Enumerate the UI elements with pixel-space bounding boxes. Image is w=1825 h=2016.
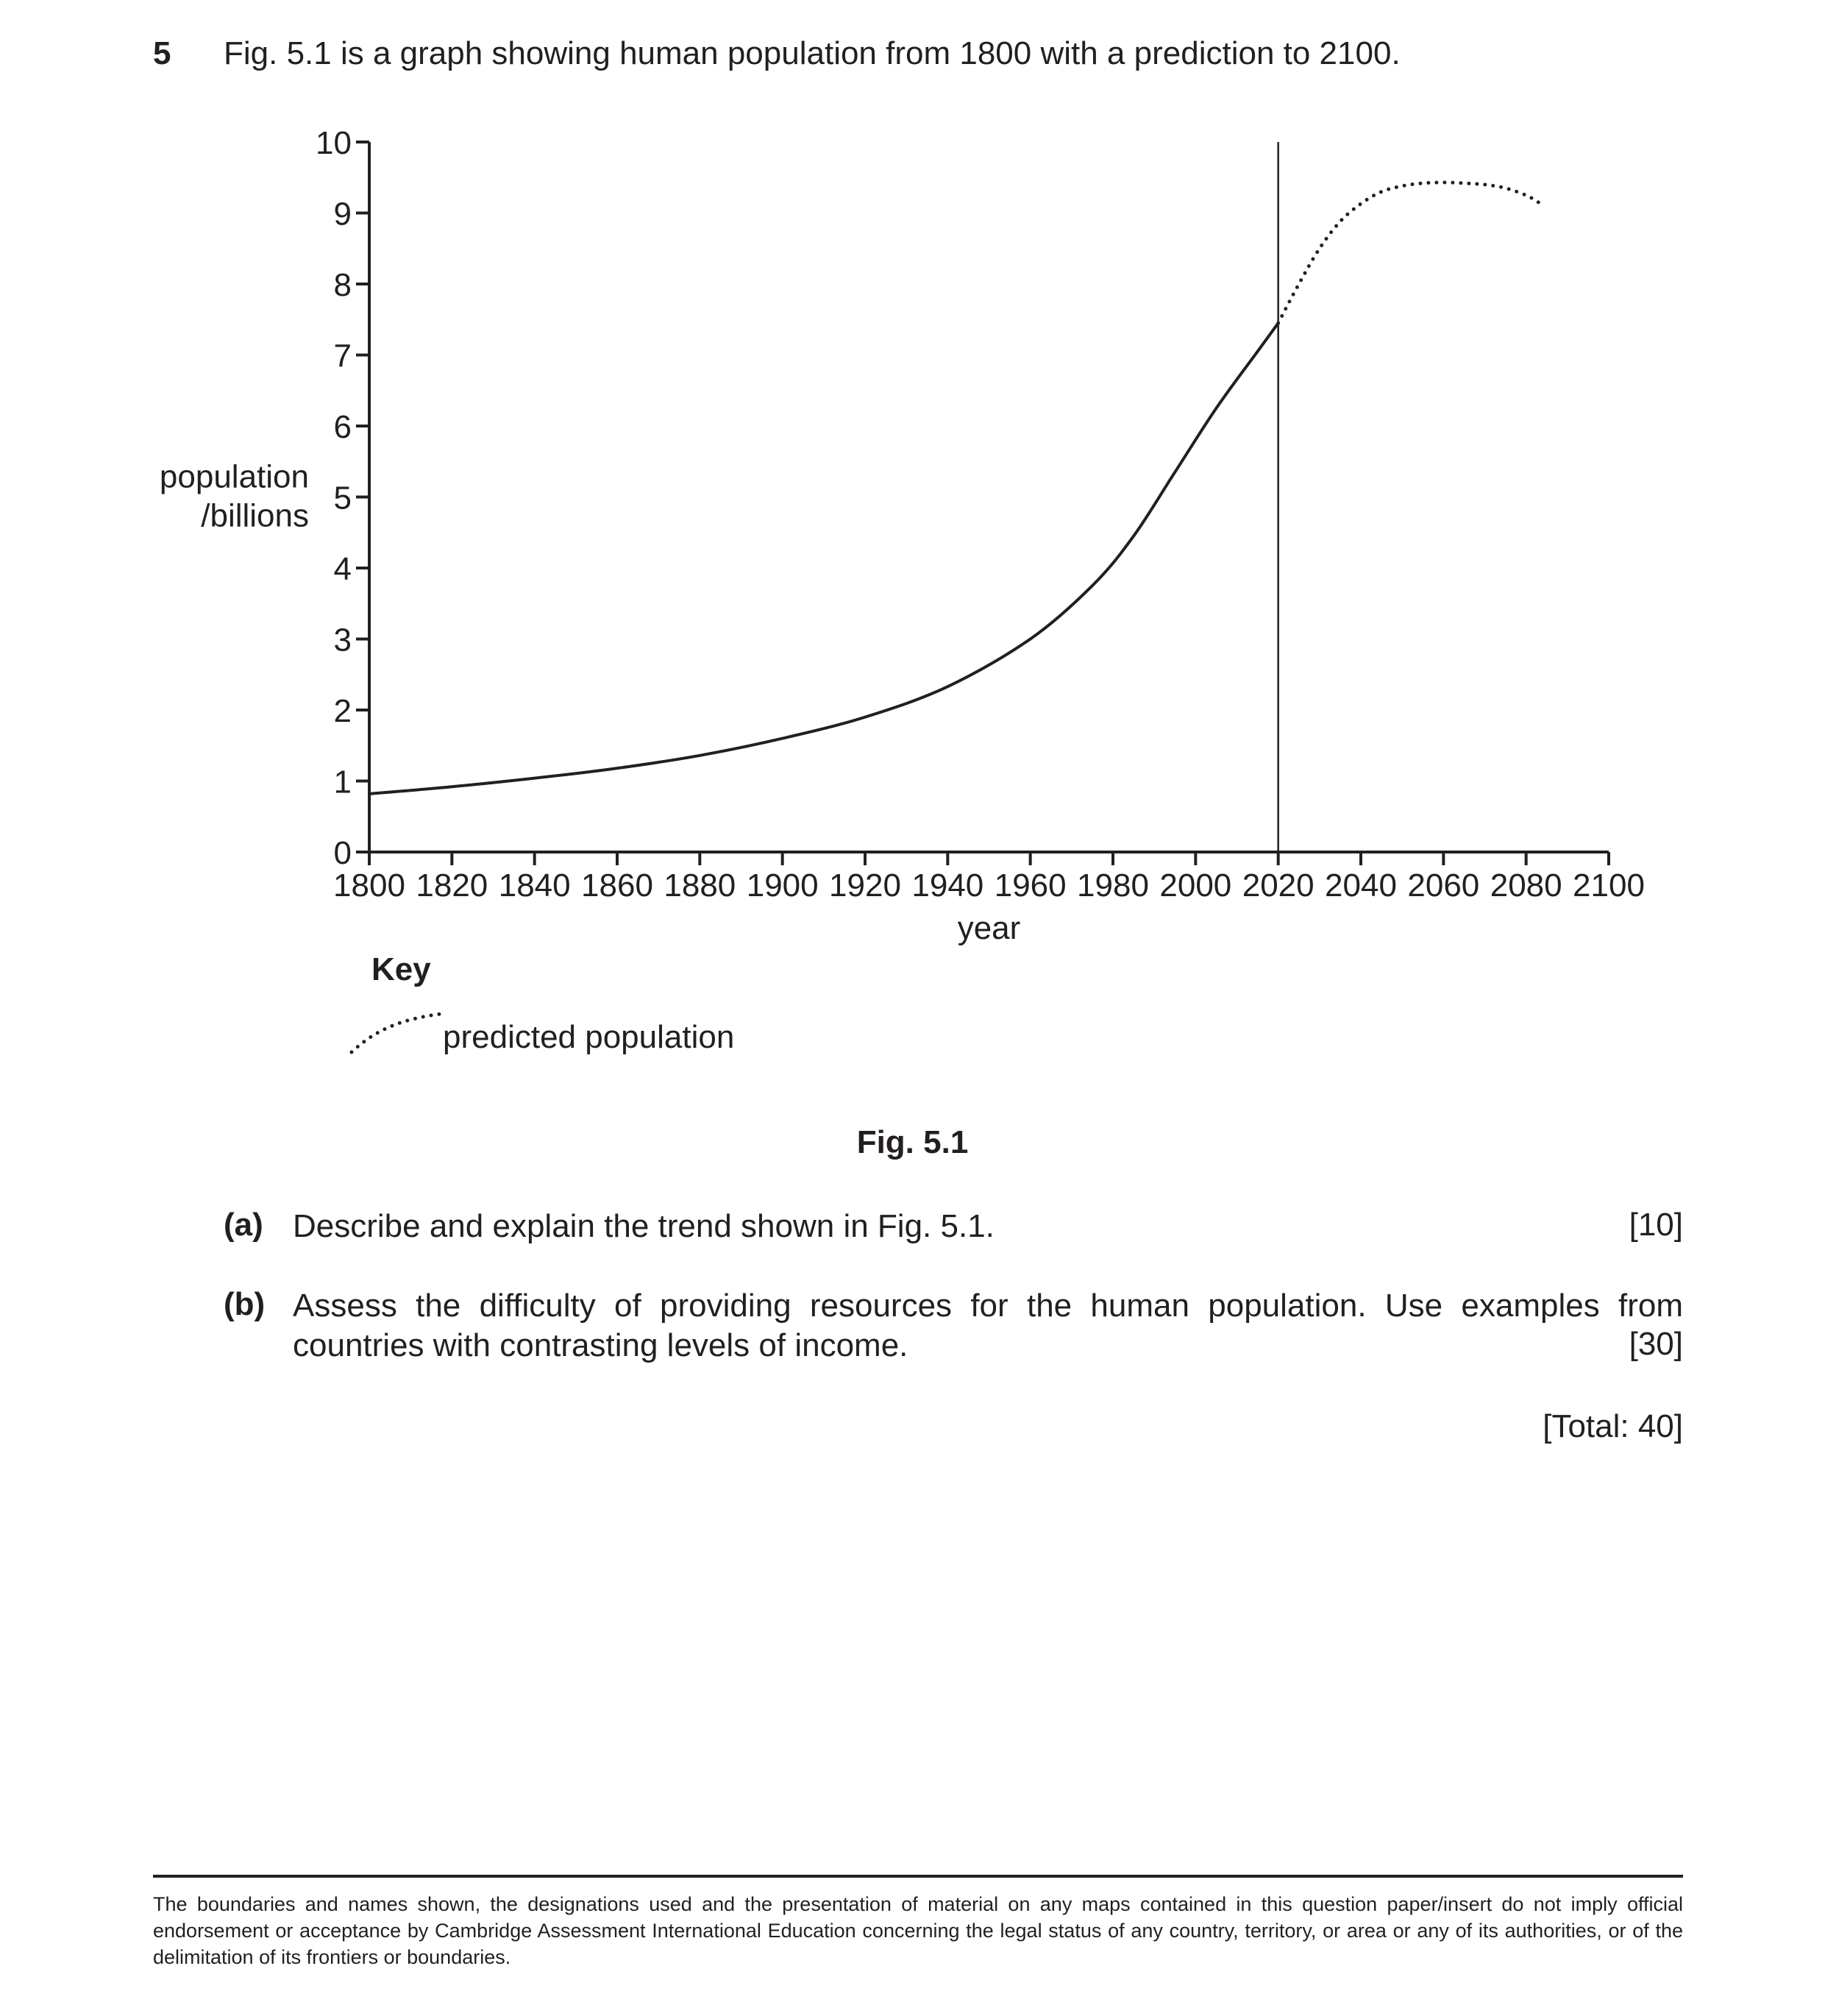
key-title: Key [371,951,431,987]
y-tick-label-3: 3 [333,622,352,659]
x-tick-label-1920: 1920 [829,867,901,904]
x-tick-label-1960: 1960 [994,867,1067,904]
part-a-text: Describe and explain the trend shown in Fig. 5.1. [293,1208,995,1244]
part-b-text: Assess the difficulty of providing resources for the human population. Use examples from countries with contrasting levels of income. [293,1288,1683,1363]
x-tick-label-1820: 1820 [416,867,488,904]
x-tick-label-2020: 2020 [1242,867,1315,904]
x-tick-label-1980: 1980 [1077,867,1149,904]
x-tick-label-2000: 2000 [1159,867,1232,904]
part-a-letter: (a) [224,1207,263,1243]
x-axis-title: year [957,910,1021,946]
y-tick-label-9: 9 [333,196,352,233]
x-tick-label-1880: 1880 [664,867,736,904]
footer-disclaimer: The boundaries and names shown, the designations used and the presentation of material on any maps contained in this question paper/insert do not imply official endorsement or acceptance by Cambridge Assessment International Education concerning the legal status of any country, territory, or area or any of its authorities, or of the delimitation of its frontiers or boundaries. [153,1893,1683,1968]
part-a-marks: [10] [1629,1207,1683,1243]
total-marks: [Total: 40] [1543,1408,1683,1444]
y-axis-title-line2: /billions [201,497,309,534]
y-axis-title-line1: population [159,458,309,495]
y-tick-label-7: 7 [333,338,352,375]
y-tick-label-10: 10 [316,125,352,161]
y-tick-label-1: 1 [333,764,352,801]
y-tick-label-8: 8 [333,267,352,303]
y-tick-label-0: 0 [333,835,352,871]
predicted-population-line [1278,182,1539,323]
x-tick-label-2060: 2060 [1407,867,1480,904]
figure-caption: Fig. 5.1 [856,1124,969,1160]
question-intro: Fig. 5.1 is a graph showing human population from 1800 with a prediction to 2100. [224,35,1401,71]
x-tick-label-1900: 1900 [746,867,819,904]
question-number: 5 [153,35,171,71]
population-line [369,323,1278,794]
y-tick-label-4: 4 [333,551,352,587]
x-tick-label-2040: 2040 [1325,867,1397,904]
x-tick-label-2100: 2100 [1573,867,1645,904]
key-label: predicted population [443,1019,735,1055]
part-b-letter: (b) [224,1286,266,1322]
x-tick-label-2080: 2080 [1490,867,1562,904]
y-tick-label-5: 5 [333,480,352,517]
x-tick-label-1800: 1800 [333,867,405,904]
x-tick-label-1860: 1860 [581,867,653,904]
y-tick-label-2: 2 [333,693,352,729]
key-dotted-sample [352,1014,441,1052]
x-tick-label-1940: 1940 [911,867,984,904]
x-tick-label-1840: 1840 [498,867,571,904]
part-b-marks: [30] [1629,1326,1683,1362]
footer-divider [153,1875,1683,1878]
y-tick-label-6: 6 [333,409,352,445]
